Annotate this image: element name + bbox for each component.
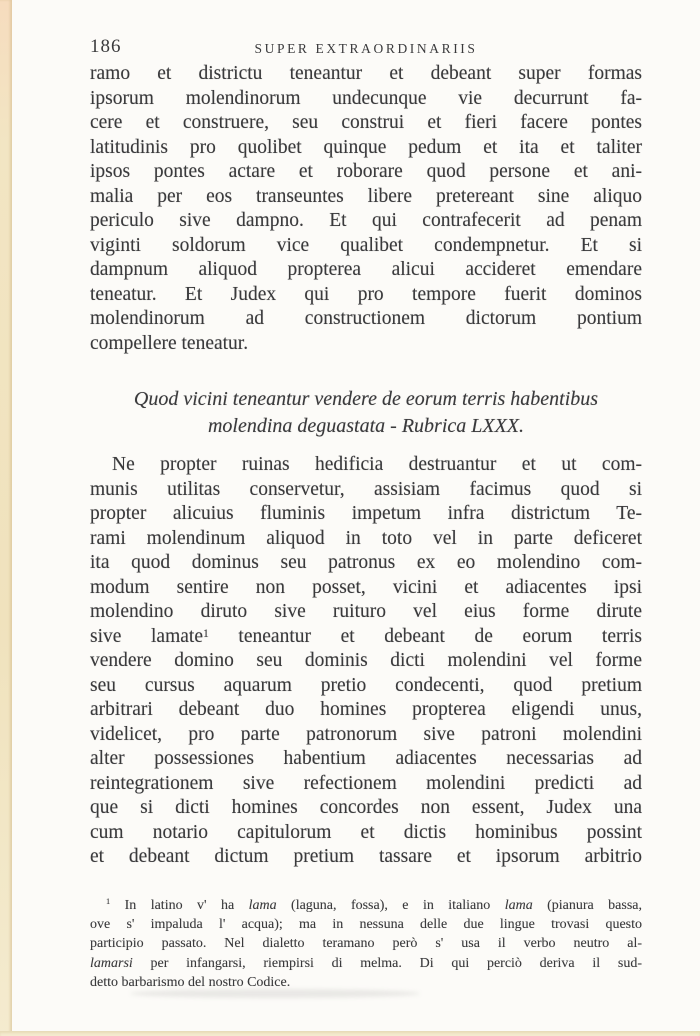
footnote [90, 896, 642, 993]
text-line: cum notario capitulorum et dictis hominibus possint [90, 821, 642, 843]
rubric-heading [90, 386, 642, 440]
text-line: participio passato. Nel dialetto teramano però s' usa il verbo neutro al- [90, 936, 642, 952]
text-line: rami molendinum aliquod in toto vel in parte deficeret [90, 527, 642, 549]
text-line: dampnum aliquod propterea alicui accideret emendare [90, 259, 642, 280]
text-line: ita quod dominus seu patronus ex eo molendino com- [90, 552, 642, 573]
text-line: molendina deguastata - Rubrica LXXX. [207, 415, 525, 437]
text-line: reintegrationem sive refectionem molendini predicti ad [90, 772, 642, 794]
text-line: lamarsi per infangarsi, riempirsi di melma. Di qui perciò deriva il sud- [90, 955, 642, 971]
text-line: detto barbarismo del nostro Codice. [90, 975, 291, 991]
text-line: ove s' impaluda l' acqua); ma in nessuna delle due lingue trovasi questo [90, 916, 642, 932]
text-line: viginti soldorum vice qualibet condempnetur. Et si [90, 234, 642, 256]
text-line: molendinorum ad constructionem dictorum pontium [90, 308, 642, 329]
text-line: ipsorum molendinorum undecunque vie decurrunt fa- [90, 87, 642, 109]
page-edge-left [0, 0, 12, 1036]
paragraph-continuation [90, 62, 642, 356]
text-line: vendere domino seu dominis dicti molendini vel forme [90, 650, 642, 671]
text-line: latitudinis pro quolibet quinque pedum et ita et taliter [90, 136, 642, 158]
text-line: videlicet, pro parte patronorum sive patroni molendini [90, 723, 642, 745]
paragraph-body [90, 453, 642, 870]
text-line: seu cursus aquarum pretio condecenti, quod pretium [90, 674, 642, 696]
text-line: malia per eos transeuntes libere pretereant sine aliquo [90, 185, 642, 207]
text-line: propter alicuius fluminis impetum infra districtum Te- [90, 503, 642, 524]
text-line: periculo sive dampno. Et qui contrafecerit ad penam [90, 210, 642, 231]
text-line: sive lamate$^1$ teneantur et debeant de eorum terris [90, 625, 642, 647]
text-line: modum sentire non posset, vicini et adiacentes ipsi [90, 576, 642, 598]
text-line: munis utilitas conservetur, assisiam facimus quod si [90, 478, 642, 500]
text-line: ramo et districtu teneantur et debeant super formas [90, 63, 642, 84]
text-line: molendino diruto sive ruituro vel eius forme dirute [90, 601, 642, 622]
page-header [90, 36, 642, 62]
page-number: 186 [90, 36, 122, 57]
text-block [90, 36, 642, 993]
text-line: cere et construere, seu construi et fieri facere pontes [90, 112, 642, 133]
text-line: $^1$ In latino v' ha lama (laguna, fossa), e in italiano lama (pianura bassa, [106, 896, 643, 913]
text-line: Ne propter ruinas hedificia destruantur et ut com- [112, 454, 642, 475]
running-title: SUPER EXTRAORDINARIIS [254, 41, 478, 56]
text-line: arbitrari debeant duo homines propterea eligendi unus, [90, 699, 642, 720]
text-line: que si dicti homines concordes non essent, Judex una [90, 797, 642, 818]
text-line: teneatur. Et Judex qui pro tempore fuerit dominos [90, 283, 642, 305]
page-edge-bottom [0, 1031, 700, 1036]
text-line: alter possessiones habentium adiacentes necessarias ad [90, 748, 642, 769]
text-line: et debeant dictum pretium tassare et ipsorum arbitrio [90, 846, 642, 867]
text-line: ipsos pontes actare et roborare quod persone et ani- [90, 161, 642, 182]
text-line: Quod vicini teneantur vendere de eorum terris habentibus [133, 388, 599, 410]
text-line: compellere teneatur. [90, 332, 249, 354]
